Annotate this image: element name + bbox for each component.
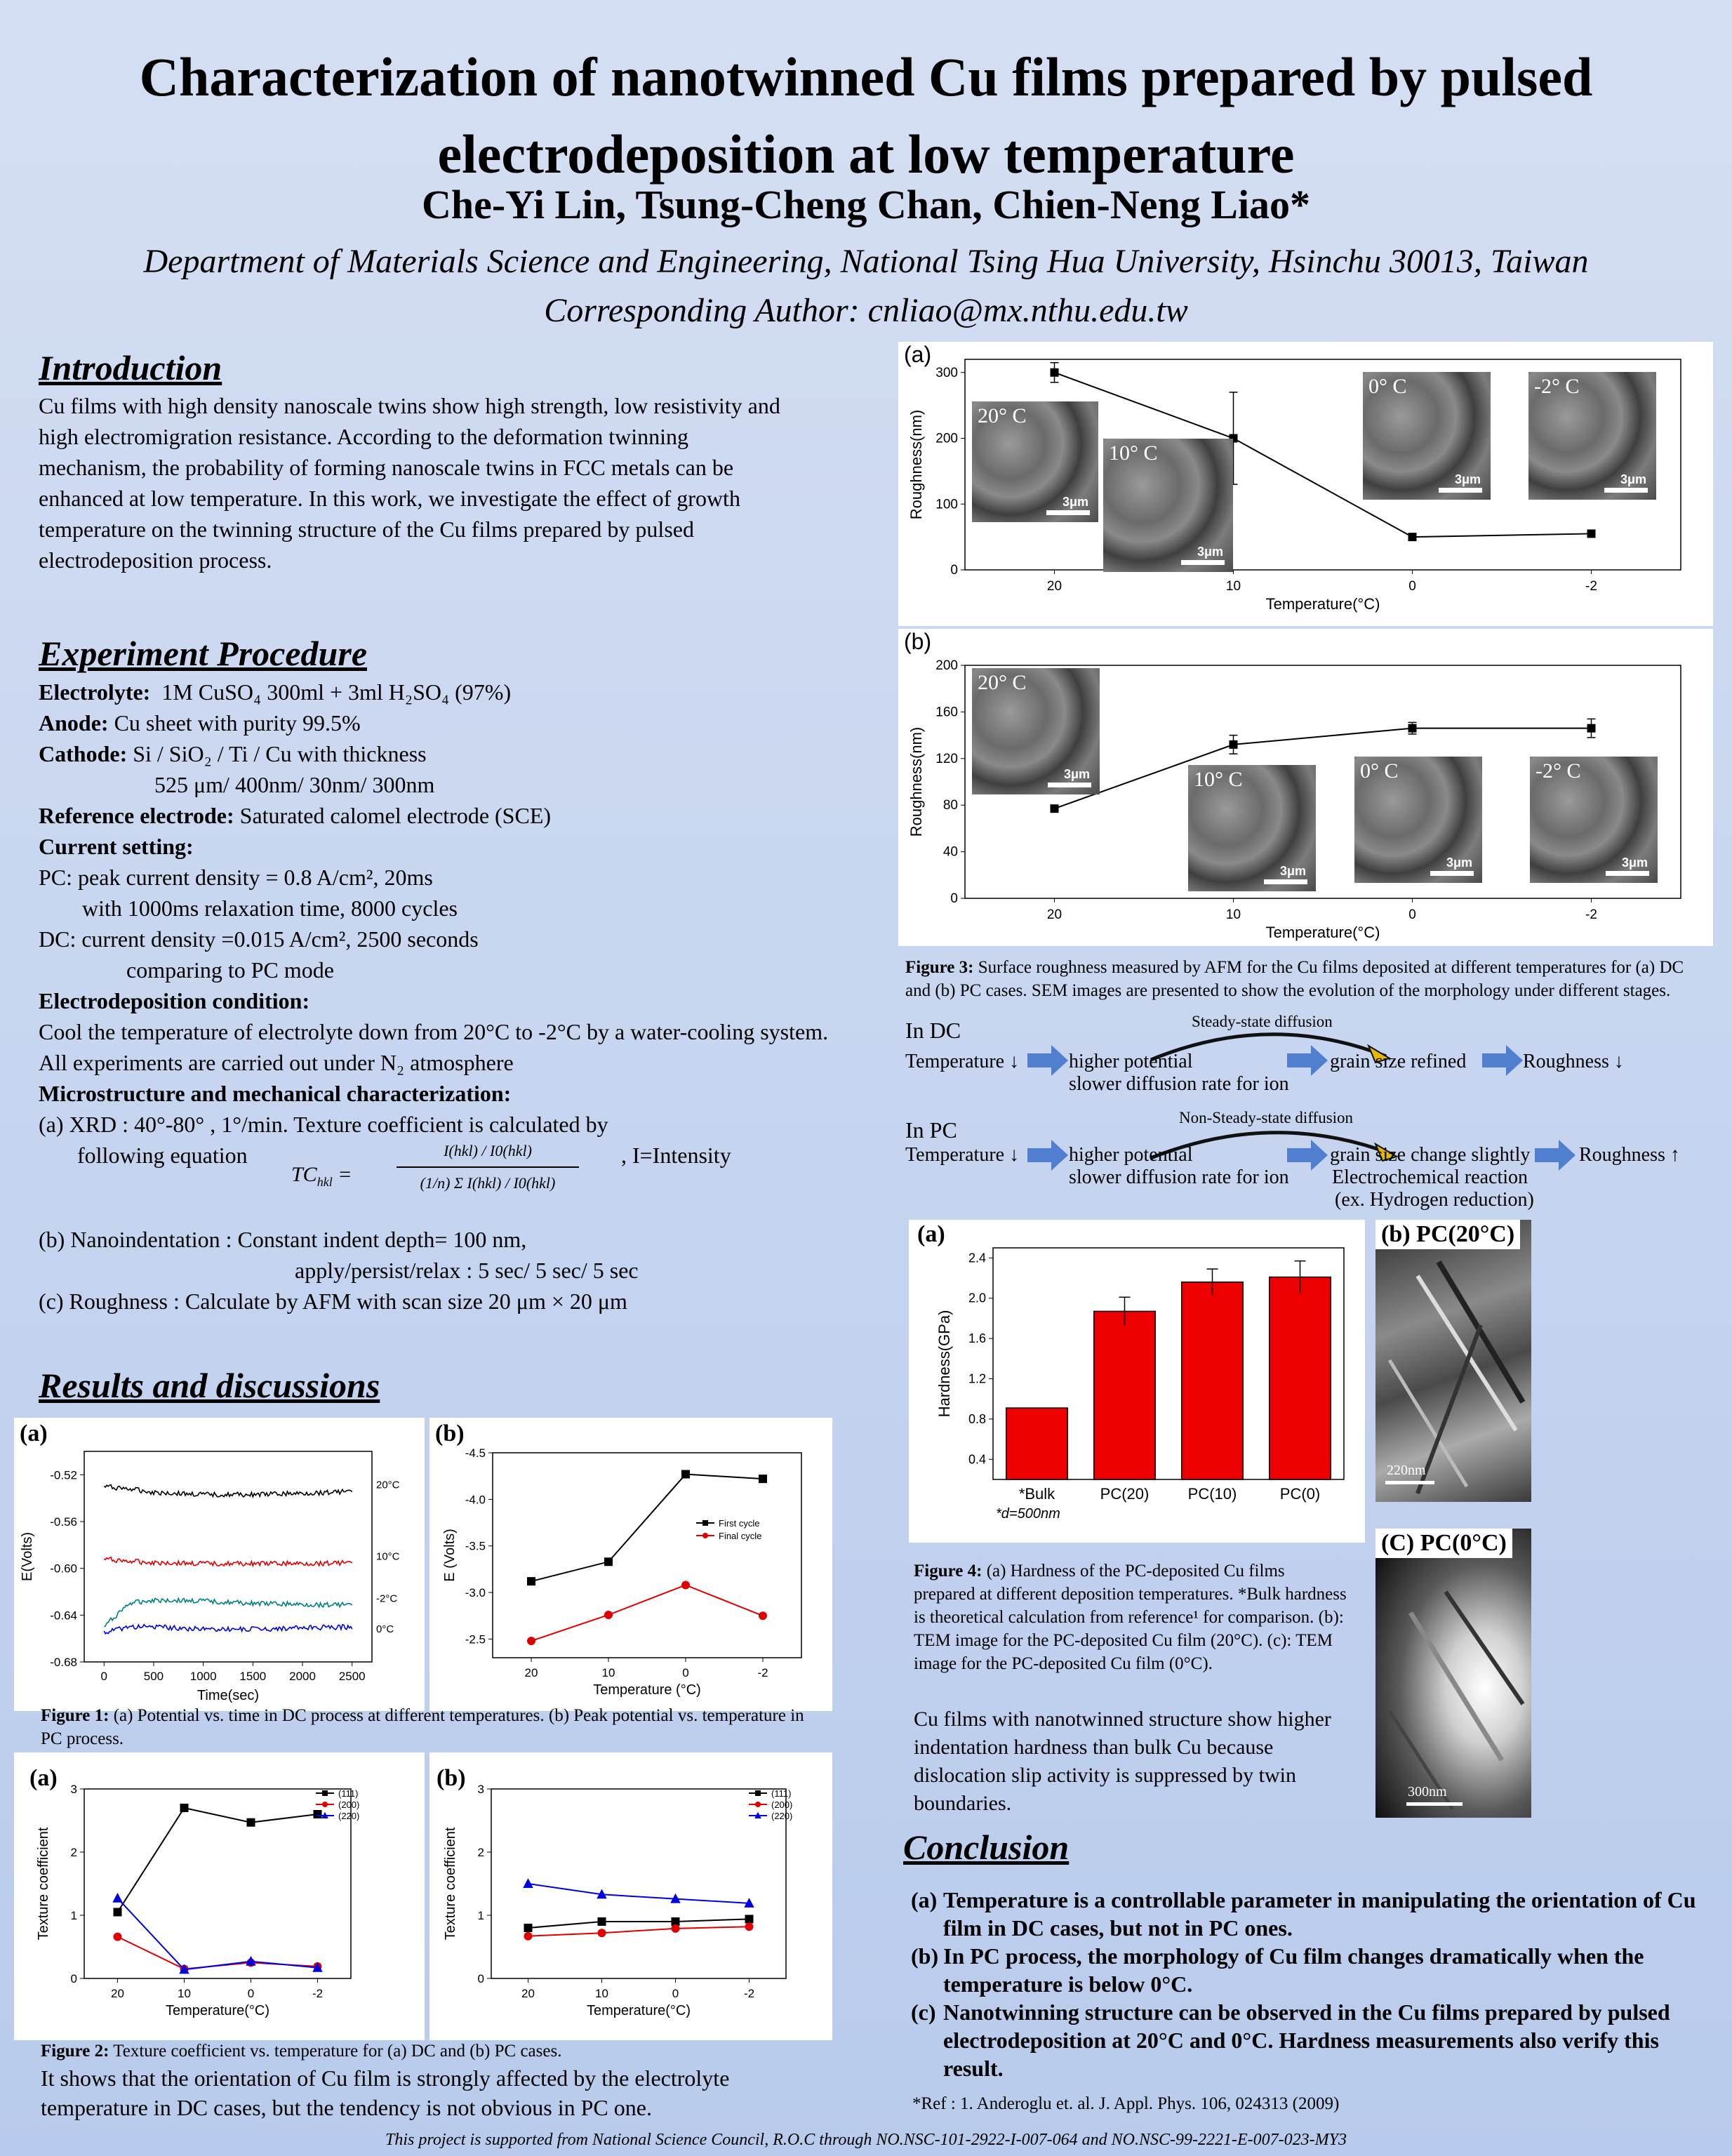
fig2a-label: (a) — [29, 1765, 58, 1791]
introduction-text: Cu films with high density nanoscale twins show high strength, low resistivity and high electromigration resistance. According to the deformation twinning mechanism, the probability of forming nanoscale twins in FCC metals can be enhanced at low temperature. In this work, we investigate the effect of growth temperature on the twinning structure of the Cu films prepared by pulsed electrodeposition process. — [39, 393, 780, 573]
x-tick-label: 1500 — [239, 1670, 267, 1683]
x-tick-label: 0 — [1408, 907, 1416, 922]
y-tick-label: 1.2 — [968, 1371, 986, 1386]
anode-label: Anode: — [39, 710, 109, 736]
fig2-caption: Figure 2: Texture coefficient vs. temperature for (a) DC and (b) PC cases. — [41, 2042, 562, 2061]
fig4a-panel — [909, 1220, 1365, 1543]
y-tick-label: -4.0 — [465, 1493, 486, 1507]
equation-lhs: $TC_{hkl}$ = — [291, 1163, 352, 1189]
y-tick-label: 200 — [935, 431, 958, 446]
x-tick-label: 0 — [247, 1987, 255, 2000]
pc-arc-label: Non-Steady-state diffusion — [1179, 1109, 1354, 1126]
fig4a-label: (a) — [917, 1221, 945, 1247]
x-axis-label: Temperature(°C) — [165, 2003, 270, 2018]
dc-step-temperature: Temperature ↓ — [905, 1051, 1020, 1072]
fig4-discussion: Cu films with nanotwinned structure show higher indentation hardness than bulk Cu because dislocation slip activity is suppressed by twin boundaries. — [914, 1708, 1331, 1815]
condition-label: Electrodeposition condition: — [39, 988, 310, 1013]
data-point — [681, 1581, 690, 1589]
sem-image-dc-minus2: -2° C 3μm — [1528, 372, 1656, 500]
x-tick-label: -2 — [312, 1987, 324, 2000]
twin-lines — [1375, 1220, 1531, 1502]
tem-label-0: (C) PC(0°C) — [1375, 1529, 1512, 1558]
pc-step-hydrogen: (ex. Hydrogen reduction) — [1335, 1189, 1534, 1211]
current-label: Current setting: — [39, 834, 194, 859]
x-tick-label: 0 — [682, 1666, 689, 1679]
fig1a-panel — [14, 1418, 425, 1711]
x-tick-label: 1000 — [189, 1670, 217, 1683]
fig1-caption: Figure 1: (a) Potential vs. time in DC process at different temperatures. (b) Peak potential vs. temperature in PC process. — [41, 1706, 804, 1748]
authors: Che-Yi Lin, Tsung-Cheng Chan, Chien-Neng Liao* — [421, 182, 1311, 227]
electrolyte-label: Electrolyte: — [39, 679, 151, 705]
fig1b-panel — [429, 1418, 832, 1711]
pc-step-grain: grain size change slightly — [1330, 1144, 1531, 1166]
fig1a-label: (a) — [20, 1420, 48, 1446]
x-tick-label: 0 — [672, 1987, 679, 2000]
xrd-text-2: following equation — [77, 1143, 248, 1168]
y-tick-label: -0.64 — [50, 1609, 77, 1623]
dc-setting: DC: current density =0.015 A/cm², 2500 seconds — [39, 926, 479, 952]
pc-heading: In PC — [905, 1117, 957, 1143]
reference-label: Reference electrode: — [39, 803, 234, 828]
anode-value: Cu sheet with purity 99.5% — [114, 710, 361, 736]
legend-label: (200) — [771, 1799, 793, 1810]
legend-marker — [702, 1533, 708, 1538]
legend-label: First cycle — [719, 1518, 760, 1529]
fig2a-panel — [14, 1752, 425, 2040]
tem-image-pc-20 — [1375, 1220, 1531, 1502]
series-line — [1055, 728, 1592, 809]
data-point — [1230, 740, 1238, 749]
micro-label: Microstructure and mechanical characterization: — [39, 1081, 512, 1106]
introduction-heading: Introduction — [39, 348, 222, 387]
data-point — [1408, 533, 1417, 541]
x-tick-label: PC(0) — [1279, 1485, 1321, 1503]
legend-label: (220) — [338, 1811, 360, 1821]
y-tick-label: 200 — [935, 658, 958, 673]
y-tick-label: -2.5 — [465, 1632, 486, 1646]
data-point — [114, 1908, 122, 1917]
dc-setting-2: comparing to PC mode — [126, 957, 334, 983]
y-tick-label: 40 — [942, 844, 958, 860]
x-tick-label: -2 — [743, 1987, 755, 2000]
series-line — [528, 1927, 750, 1936]
legend-marker — [755, 1802, 761, 1807]
x-tick-label: 20 — [521, 1987, 535, 2000]
condition-text: Cool the temperature of electrolyte down from 20°C to -2°C by a water-cooling system. All experiments are carried out under N₂ atmosphere — [39, 1019, 829, 1075]
x-tick-label: 20 — [524, 1666, 538, 1679]
y-tick-label: -0.60 — [50, 1562, 77, 1576]
flow-arrow-icon — [1286, 1138, 1329, 1172]
data-point — [112, 1893, 122, 1903]
legend-marker — [322, 1802, 328, 1807]
data-point — [524, 1932, 533, 1941]
y-tick-label: 0.4 — [968, 1452, 986, 1467]
conclusion-item: (c) Nanotwinning structure can be observed in the Cu films prepared by pulsed electrodeposition at 20°C and 0°C. Hardness measurements also verify this result. — [911, 1999, 1670, 2081]
tem-image-pc-0 — [1375, 1529, 1531, 1818]
conclusion-list — [911, 1886, 1718, 2082]
data-point — [759, 1611, 767, 1620]
fig2b-panel — [429, 1752, 832, 2040]
flow-arrow-icon — [1533, 1138, 1577, 1172]
y-axis-label: Roughness(nm) — [907, 409, 925, 520]
data-point — [604, 1557, 613, 1566]
fig1a-chart — [14, 1418, 425, 1711]
x-tick-label: 2000 — [289, 1670, 316, 1683]
data-point — [598, 1929, 606, 1937]
dc-step-diffusion: slower diffusion rate for ion — [1069, 1073, 1289, 1095]
legend-label: (111) — [338, 1788, 359, 1799]
bulk-footnote: *d=500nm — [996, 1506, 1060, 1522]
data-point — [523, 1878, 533, 1888]
series-trace — [104, 1598, 352, 1626]
series-line — [118, 1898, 318, 1970]
fig3b-label: (b) — [904, 629, 932, 654]
x-tick-label: 10 — [601, 1666, 615, 1679]
y-tick-label: -0.56 — [50, 1515, 77, 1529]
sem-image-dc-10: 10° C 3μm — [1103, 439, 1233, 572]
legend-label: (220) — [771, 1811, 793, 1821]
data-point — [524, 1924, 533, 1932]
legend-marker — [755, 1790, 761, 1796]
y-tick-label: 80 — [942, 798, 958, 813]
xrd-text: (a) XRD : 40°-80° , 1°/min. Texture coefficient is calculated by — [39, 1112, 608, 1137]
x-tick-label: PC(10) — [1187, 1485, 1237, 1503]
electrolyte-value: 1M CuSO₄ 300ml + 3ml H₂SO₄ (97%) — [161, 679, 512, 705]
x-tick-label: 10 — [178, 1987, 191, 2000]
pc-setting-2: with 1000ms relaxation time, 8000 cycles — [82, 896, 458, 921]
series-label: 0°C — [376, 1623, 394, 1635]
equation-denominator: (1/n) Σ I(hkl) / I0(hkl) — [420, 1174, 556, 1192]
fig2b-label: (b) — [437, 1765, 466, 1791]
conclusion-heading: Conclusion — [903, 1828, 1070, 1867]
y-tick-label: 3 — [477, 1783, 484, 1796]
sem-image-dc-20: 20° C 3μm — [972, 401, 1098, 522]
affiliation: Department of Materials Science and Engineering, National Tsing Hua University, Hsinchu 30013, Taiwan — [143, 243, 1589, 280]
sem-image-dc-0: 0° C 3μm — [1363, 372, 1491, 500]
plot-frame — [493, 1453, 801, 1658]
y-tick-label: 1 — [477, 1909, 484, 1922]
experiment-heading: Experiment Procedure — [39, 634, 368, 673]
data-point — [1408, 724, 1417, 733]
x-axis-label: Temperature (°C) — [593, 1682, 701, 1698]
pc-step-roughness: Roughness ↑ — [1579, 1144, 1680, 1166]
x-axis-label: Temperature(°C) — [1265, 924, 1380, 941]
series-line — [528, 1884, 750, 1903]
dc-step-potential: higher potential — [1069, 1051, 1193, 1072]
legend-marker — [702, 1520, 708, 1526]
x-axis-label: Temperature(°C) — [586, 2003, 691, 2018]
x-tick-label: 20 — [111, 1987, 124, 2000]
legend-label: (200) — [338, 1799, 360, 1810]
flow-arrow-icon — [1026, 1044, 1070, 1077]
tem-scale-20: 220nm — [1387, 1463, 1426, 1478]
series-line — [118, 1808, 318, 1912]
poster-title: Characterization of nanotwinned Cu films prepared by pulsed electrodeposition at low temperature — [139, 46, 1593, 185]
x-tick-label: 10 — [1225, 907, 1241, 922]
y-tick-label: 0 — [950, 891, 958, 906]
y-tick-label: 120 — [935, 751, 958, 766]
data-point — [247, 1818, 255, 1827]
series-label: -2°C — [376, 1592, 398, 1605]
x-tick-label: *Bulk — [1018, 1485, 1055, 1503]
x-axis-label: Temperature(°C) — [1265, 595, 1380, 613]
sem-image-pc-20: 20° C 3μm — [972, 668, 1100, 794]
equation-note: , I=Intensity — [621, 1143, 731, 1168]
tem-label-20: (b) PC(20°C) — [1375, 1220, 1520, 1249]
series-trace — [104, 1557, 352, 1566]
y-axis-label: Roughness(nm) — [907, 726, 925, 837]
y-axis-label: Texture coefficient — [443, 1827, 458, 1941]
fig3-caption: Figure 3: Surface roughness measured by AFM for the Cu films deposited at different temperatures for (a) DC and (b) PC cases. SEM images are presented to show the evolution of the morphology under different stages. — [905, 958, 1684, 1000]
series-label: 10°C — [376, 1550, 400, 1563]
data-point — [114, 1933, 122, 1941]
data-point — [1051, 804, 1059, 813]
y-tick-label: 160 — [935, 705, 958, 720]
fig1b-chart — [429, 1418, 832, 1711]
series-trace — [104, 1485, 352, 1497]
bar — [1006, 1408, 1068, 1479]
y-tick-label: 300 — [935, 365, 958, 380]
x-tick-label: -2 — [1585, 907, 1597, 922]
fig3a-panel — [898, 342, 1713, 626]
x-tick-label: 20 — [1046, 907, 1062, 922]
data-point — [672, 1924, 680, 1933]
bar — [1270, 1277, 1331, 1479]
data-point — [604, 1611, 613, 1619]
pc-setting: PC: peak current density = 0.8 A/cm², 20ms — [39, 865, 433, 890]
y-tick-label: 1.6 — [968, 1331, 986, 1346]
conclusion-item: (a) Temperature is a controllable parameter in manipulating the orientation of Cu film in DC cases, but not in PC ones. — [911, 1887, 1696, 1941]
y-tick-label: 3 — [70, 1783, 77, 1796]
flow-arrow-icon — [1286, 1044, 1329, 1077]
twin-lines — [1375, 1529, 1531, 1818]
y-tick-label: 0 — [950, 563, 958, 578]
x-tick-label: 0 — [1408, 579, 1416, 594]
results-heading: Results and discussions — [39, 1366, 380, 1405]
equation-numerator: I(hkl) / I0(hkl) — [397, 1136, 579, 1168]
y-axis-label: Hardness(GPa) — [935, 1310, 953, 1418]
y-axis-label: E (Volts) — [442, 1529, 458, 1582]
pc-step-electrochem: Electrochemical reaction — [1332, 1166, 1528, 1188]
cathode-thickness: 525 μm/ 400nm/ 30nm/ 300nm — [154, 772, 435, 797]
fig3b-panel — [898, 629, 1713, 946]
series-trace — [104, 1625, 352, 1634]
data-point — [598, 1917, 606, 1926]
y-tick-label: -3.0 — [465, 1586, 486, 1600]
experiment-body — [39, 677, 853, 1317]
y-tick-label: -0.52 — [50, 1468, 77, 1482]
fig2b-chart — [429, 1752, 832, 2040]
sem-image-pc-0: 0° C 3μm — [1354, 757, 1482, 883]
cathode-value: Si / SiO₂ / Ti / Cu with thickness — [133, 741, 427, 766]
x-tick-label: 2500 — [338, 1670, 366, 1683]
fig4-caption: Figure 4: (a) Hardness of the PC-deposited Cu films prepared at different deposition temperatures. *Bulk hardness is theoretical calculation from reference¹ for comparison. (b): TEM image for the PC-deposited Cu film (20°C). (c): TEM image for the PC-deposited Cu film (0°C). — [914, 1562, 1347, 1673]
bar — [1182, 1282, 1244, 1479]
conclusion-item: (b) In PC process, the morphology of Cu film changes dramatically when the temperature is below 0°C. — [911, 1943, 1644, 1997]
y-tick-label: 0.8 — [968, 1411, 986, 1426]
x-tick-label: 10 — [1225, 579, 1241, 594]
roughness-method: (c) Roughness : Calculate by AFM with scan size 20 μm × 20 μm — [39, 1289, 627, 1314]
bar — [1094, 1311, 1156, 1479]
series-line — [531, 1585, 763, 1641]
x-tick-label: PC(20) — [1100, 1485, 1150, 1503]
reference-value: Saturated calomel electrode (SCE) — [239, 803, 552, 828]
plot-frame — [84, 1451, 372, 1662]
fig4a-chart — [909, 1220, 1365, 1543]
sem-image-pc-10: 10° C 3μm — [1188, 765, 1316, 891]
dc-step-grain: grain size refined — [1330, 1051, 1467, 1072]
y-tick-label: 2.0 — [968, 1291, 986, 1305]
pc-step-temperature: Temperature ↓ — [905, 1144, 1020, 1166]
fig1b-label: (b) — [435, 1420, 465, 1446]
data-point — [745, 1922, 754, 1931]
fig2-discussion: It shows that the orientation of Cu film is strongly affected by the electrolyte temperature in DC cases, but the tendency is not obvious in PC one. — [41, 2065, 730, 2120]
pc-step-diffusion: slower diffusion rate for ion — [1069, 1166, 1289, 1188]
legend-label: (111) — [771, 1788, 792, 1799]
nanoindentation-text: (b) Nanoindentation : Constant indent depth= 100 nm, — [39, 1227, 527, 1252]
dc-heading: In DC — [905, 1018, 961, 1043]
y-tick-label: 100 — [935, 497, 958, 512]
reference-note: *Ref : 1. Anderoglu et. al. J. Appl. Phys. 106, 024313 (2009) — [912, 2094, 1340, 2113]
y-tick-label: -0.68 — [50, 1656, 77, 1669]
data-point — [527, 1577, 535, 1585]
plot-frame — [491, 1789, 786, 1978]
data-point — [745, 1915, 754, 1923]
y-tick-label: -3.5 — [465, 1539, 486, 1553]
data-point — [180, 1804, 189, 1812]
cathode-label: Cathode: — [39, 741, 128, 766]
y-tick-label: -4.5 — [465, 1446, 486, 1460]
data-point — [314, 1810, 322, 1818]
data-point — [527, 1637, 535, 1645]
series-line — [528, 1919, 750, 1928]
data-point — [1587, 724, 1596, 733]
dc-arc-label: Steady-state diffusion — [1192, 1013, 1333, 1030]
x-tick-label: -2 — [757, 1666, 768, 1679]
nanoindentation-text-2: apply/persist/relax : 5 sec/ 5 sec/ 5 sec — [295, 1258, 639, 1283]
series-line — [118, 1937, 318, 1969]
y-axis-label: E(Volts) — [20, 1531, 35, 1582]
fig3a-label: (a) — [904, 342, 932, 367]
fig2a-chart — [14, 1752, 425, 2040]
dc-step-roughness: Roughness ↓ — [1523, 1051, 1624, 1072]
corresponding-author: Corresponding Author: cnliao@mx.nthu.edu.tw — [544, 292, 1188, 329]
legend-marker — [322, 1790, 328, 1796]
funding-footer: This project is supported from National Science Council, R.O.C through NO.NSC-101-2922-I-007-064 and NO.NSC-99-2221-E-007-023-MY3 — [385, 2131, 1347, 2149]
y-tick-label: 1 — [70, 1909, 77, 1922]
tem-scalebar-0 — [1406, 1802, 1463, 1806]
flow-arrow-icon — [1481, 1044, 1524, 1077]
data-point — [1051, 368, 1059, 377]
data-point — [759, 1475, 767, 1483]
series-label: 20°C — [376, 1479, 400, 1491]
tem-scalebar-20 — [1385, 1481, 1434, 1484]
x-axis-label: Time(sec) — [196, 1688, 260, 1703]
y-tick-label: 2.4 — [968, 1251, 986, 1265]
data-point — [1587, 529, 1596, 538]
y-axis-label: Texture coefficient — [36, 1827, 51, 1941]
plot-frame — [84, 1789, 351, 1978]
flow-arrow-icon — [1026, 1138, 1070, 1172]
x-tick-label: 10 — [595, 1987, 608, 2000]
x-tick-label: 20 — [1046, 579, 1062, 594]
sem-image-pc-minus2: -2° C 3μm — [1530, 757, 1658, 883]
legend-label: Final cycle — [719, 1531, 762, 1541]
equation-row — [39, 1140, 853, 1224]
y-tick-label: 0 — [70, 1972, 77, 1985]
data-point — [681, 1470, 690, 1479]
y-tick-label: 0 — [477, 1972, 484, 1985]
pc-step-potential: higher potential — [1069, 1144, 1193, 1166]
x-tick-label: -2 — [1585, 579, 1597, 594]
x-tick-label: 500 — [143, 1670, 164, 1683]
x-tick-label: 0 — [100, 1670, 108, 1683]
tem-scale-0: 300nm — [1408, 1784, 1447, 1799]
y-tick-label: 2 — [477, 1846, 484, 1859]
y-tick-label: 2 — [70, 1846, 77, 1859]
